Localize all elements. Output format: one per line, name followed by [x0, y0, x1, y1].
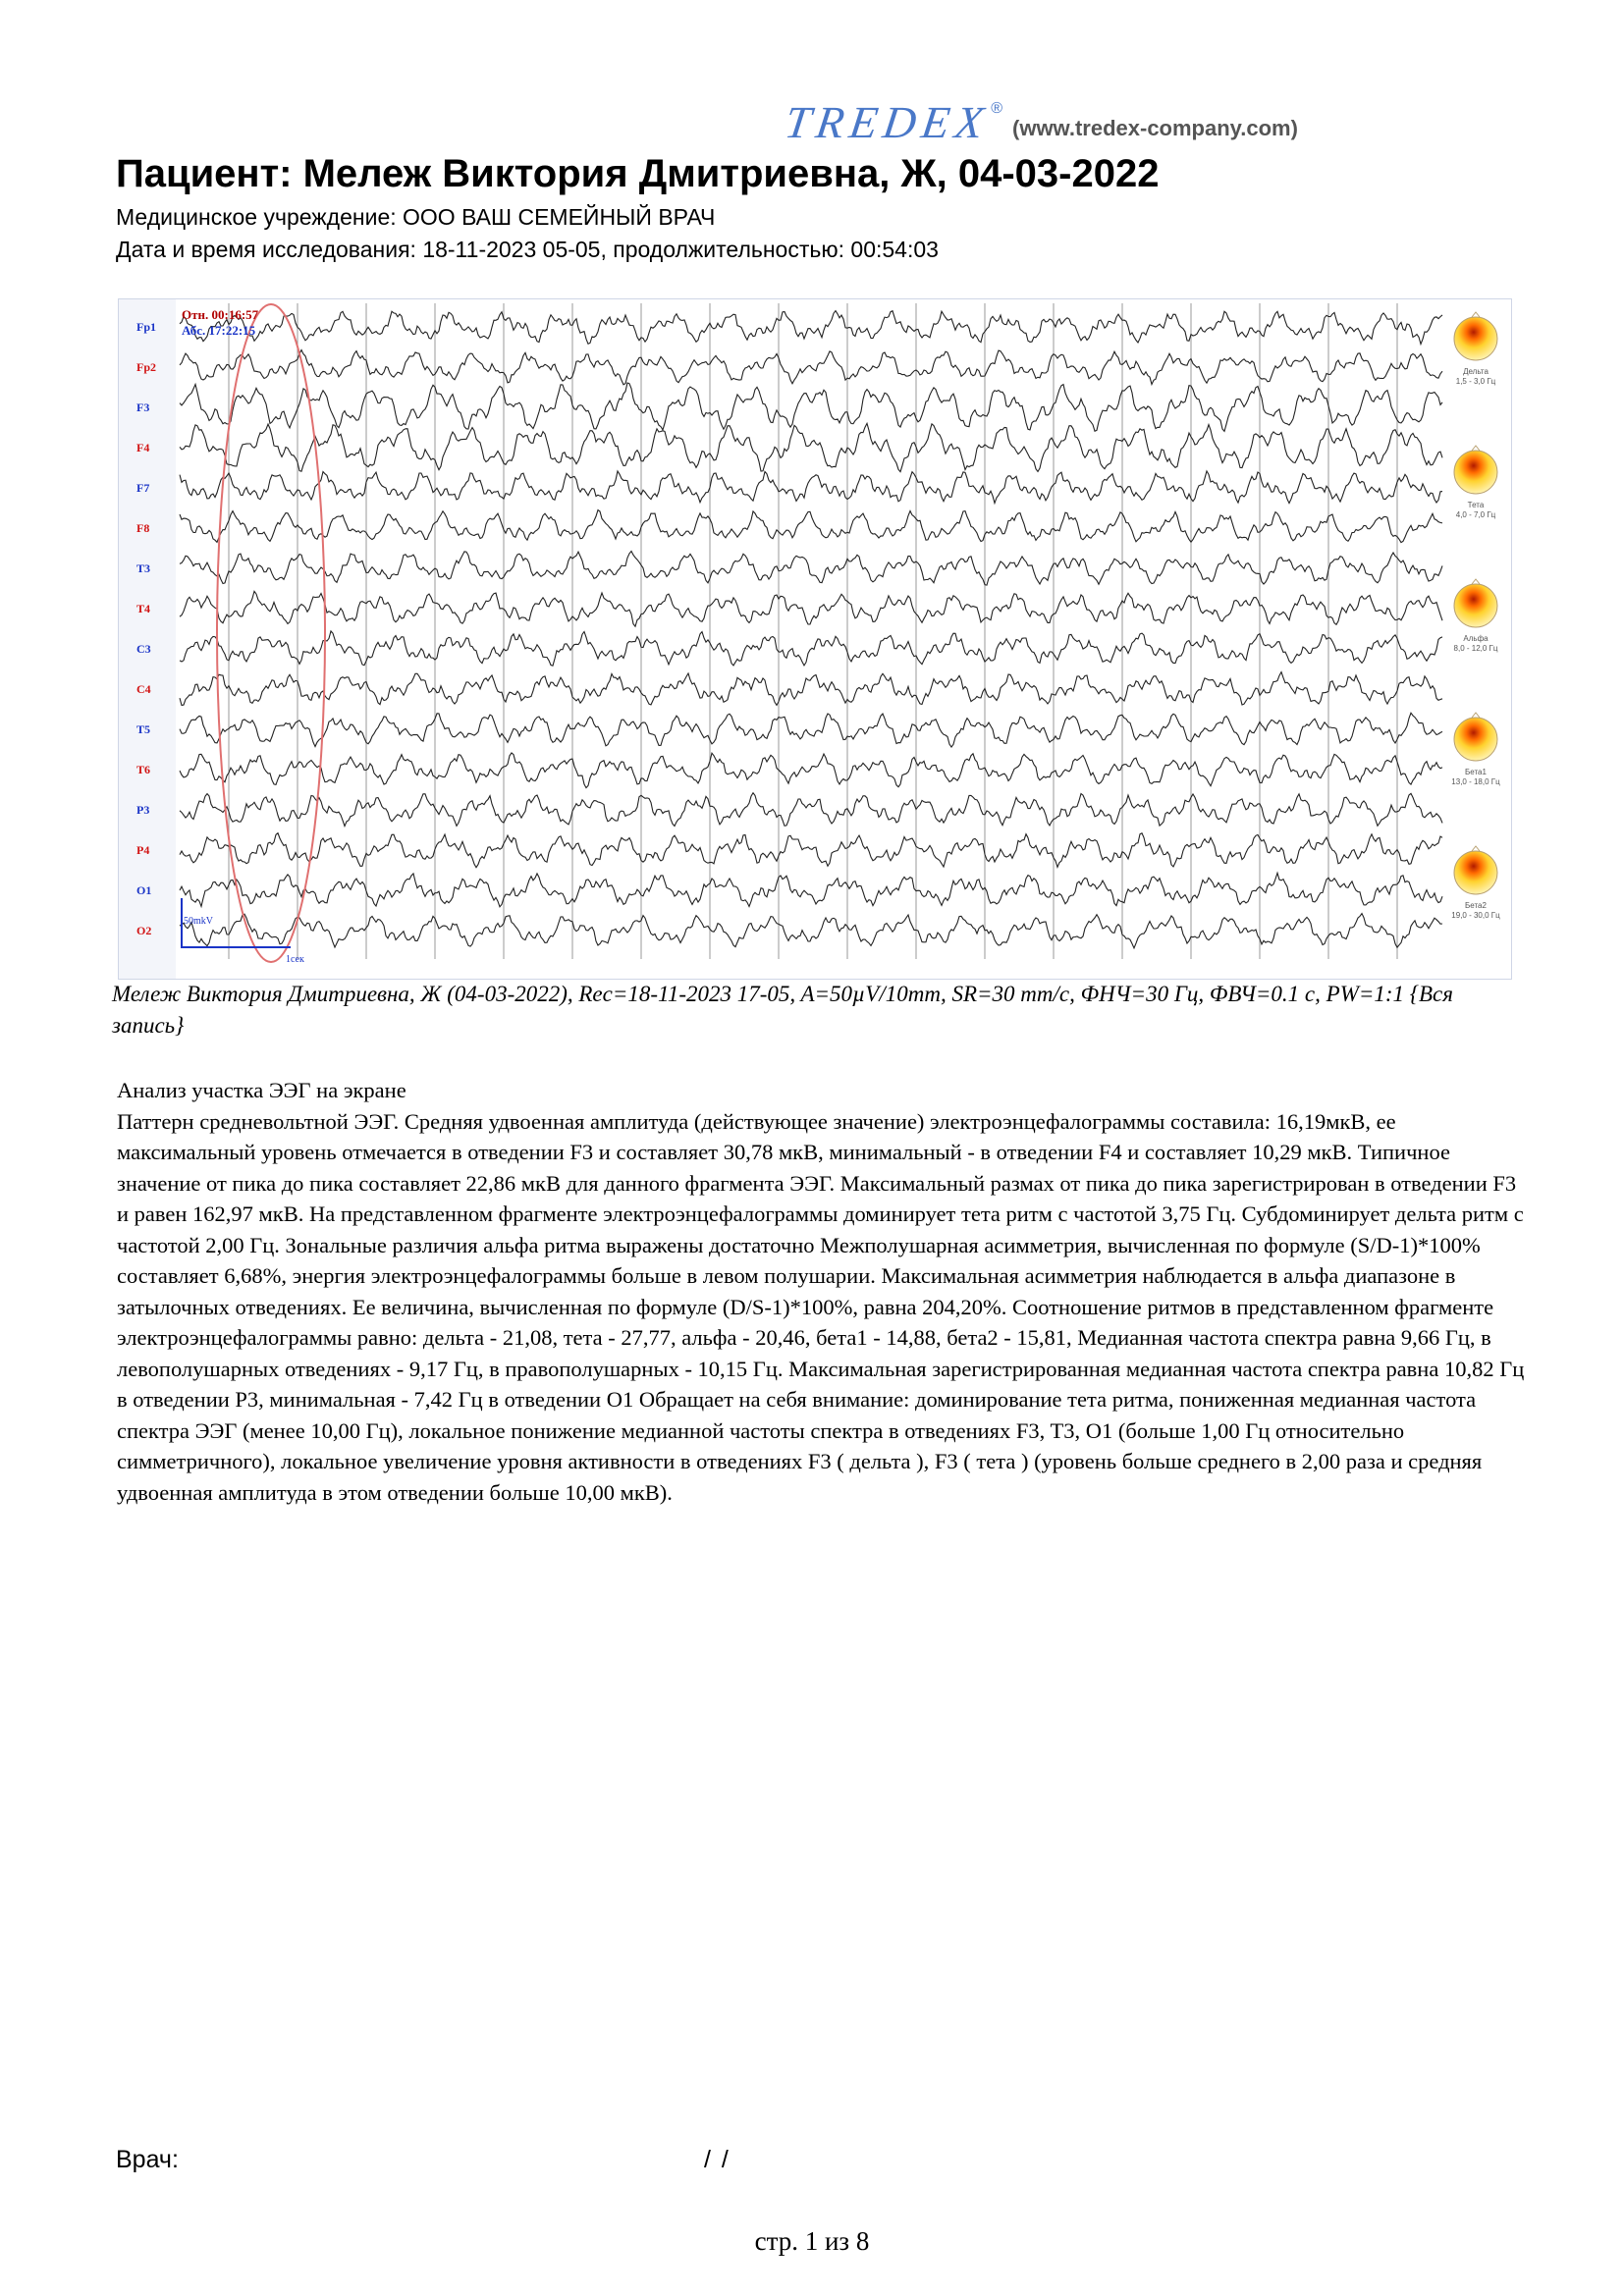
- recording-caption: Мележ Виктория Дмитриевна, Ж (04-03-2022), Rec=18-11-2023 17-05, A=50µV/10mm, SR=30 mm/c, ФНЧ=30 Гц, ФВЧ=0.1 c, PW=1:1 {Вся запись}: [112, 982, 1453, 1038]
- eeg-trace: [180, 591, 1442, 626]
- brain-map-range: 1,5 - 3,0 Гц: [1455, 377, 1496, 386]
- eeg-panel: [118, 298, 1512, 980]
- brain-map-range: 8,0 - 12,0 Гц: [1453, 644, 1498, 653]
- brain-map-name: Тета: [1467, 501, 1485, 509]
- patient-title: Пациент: Мележ Виктория Дмитриевна, Ж, 04-03-2022: [116, 152, 1160, 195]
- brain-map-name: Бета2: [1465, 901, 1487, 910]
- page-number: стр. 1 из 8: [754, 2226, 870, 2256]
- brain-map-name: Дельта: [1463, 367, 1489, 376]
- logo-url: (www.tredex-company.com): [1012, 115, 1298, 140]
- brain-map-name: Альфа: [1463, 634, 1489, 643]
- eeg-trace: [180, 833, 1442, 868]
- eeg-trace: [180, 753, 1442, 788]
- channel-label: P3: [136, 803, 150, 817]
- brain-map-head: [1454, 584, 1497, 627]
- channel-label: O2: [136, 924, 152, 937]
- scale-time: 1сек: [286, 954, 304, 965]
- analysis-text: Паттерн средневольтной ЭЭГ. Средняя удвоенная амплитуда (действующее значение) электроэнцефалограммы составила: 16,19мкВ, ее максимальный уровень отмечается в отведении F3 и составляет 30,78 мкВ, минимальный - в отведении F4 и составляет 10,29 мкВ. Типичное значение от пика до пика составляет 22,86 мкВ для данного фрагмента ЭЭГ. Максимальный размах от пика до пика зарегистрирован в отведении F3 и равен 162,97 мкВ. На представленном фрагменте электроэнцефалограммы доминирует тета ритм с частотой 3,75 Гц. Субдоминирует дельта ритм с частотой 2,00 Гц. Зональные различия альфа ритма выражены достаточно Межполушарная асимметрия, вычисленная по формуле (S/D-1)*100% составляет 6,68%, энергия электроэнцефалограммы больше в левом полушарии. Максимальная асимметрия наблюдается в альфа диапазоне в затылочных отведениях. Ее величина, вычисленная по формуле (D/S-1)*100%, равна 204,20%. Соотношение ритмов в представленном фрагменте электроэнцефалограммы равно: дельта - 21,08, тета - 27,77, альфа - 20,46, бета1 - 14,88, бета2 - 15,81, Медианная частота спектра равна 9,66 Гц, в левополушарных отведениях - 9,17 Гц, в правополушарных - 10,15 Гц. Максимальная зарегистрированная медианная частота спектра равна 10,82 Гц в отведении P3, минимальная - 7,42 Гц в отведении O1 Обращает на себя внимание: доминирование тета ритма, пониженная медианная частота спектра ЭЭГ (менее 10,00 Гц), локальное понижение медианной частоты спектра в отведениях F3, T3, O1 (больше 1,00 Гц относительно симметричного), локальное увеличение уровня активности в отведениях F3 ( дельта ), F3 ( тета ) (уровень больше среднего в 2,00 раза и средняя удвоенная амплитуда в этом отведении больше 10,00 мкВ).: [117, 1108, 1525, 1505]
- signature-date-slashes: / /: [704, 2146, 731, 2173]
- analysis-section: [117, 1075, 1531, 1508]
- brain-map-nose-icon: [1472, 579, 1480, 584]
- time-relative: Отн. 00:16:57: [182, 307, 259, 322]
- scale-amplitude: 50mkV: [184, 916, 213, 927]
- eeg-trace: [180, 552, 1442, 586]
- eeg-trace: [180, 350, 1442, 385]
- eeg-trace: [180, 631, 1442, 666]
- registered-mark-icon: ®: [991, 99, 1002, 117]
- channel-label: F3: [136, 400, 150, 414]
- eeg-trace: [180, 914, 1442, 948]
- eeg-trace: [180, 510, 1442, 543]
- channel-label: F7: [136, 481, 150, 495]
- channel-label: T3: [136, 561, 151, 575]
- analysis-heading: Анализ участка ЭЭГ на экране: [117, 1078, 406, 1102]
- channel-label: F4: [136, 441, 150, 454]
- doctor-signature-label: Врач:: [116, 2146, 179, 2173]
- eeg-trace: [180, 873, 1442, 907]
- eeg-trace: [180, 713, 1442, 747]
- time-absolute: Абс. 17:22:15: [182, 323, 256, 338]
- logo-wordmark: TREDEX: [782, 97, 993, 147]
- channel-label: Fp1: [136, 320, 157, 334]
- channel-label: P4: [136, 843, 150, 857]
- eeg-trace: [180, 793, 1442, 827]
- exam-datetime-line: Дата и время исследования: 18-11-2023 05-05, продолжительностью: 00:54:03: [116, 237, 939, 262]
- eeg-trace: [180, 383, 1442, 431]
- brain-map-nose-icon: [1472, 713, 1480, 718]
- eeg-trace: [180, 423, 1442, 471]
- tredex-logo: [782, 96, 1298, 148]
- channel-label: C4: [136, 682, 151, 696]
- eeg-trace: [180, 672, 1442, 706]
- channel-label: O1: [136, 883, 152, 897]
- channel-label: C3: [136, 642, 151, 656]
- channel-label: T5: [136, 722, 151, 736]
- brain-map-head: [1454, 451, 1497, 494]
- eeg-traces-chart: [119, 299, 1511, 979]
- brain-map-range: 13,0 - 18,0 Гц: [1451, 777, 1500, 786]
- eeg-trace: [180, 311, 1442, 345]
- channel-label: Fp2: [136, 360, 157, 374]
- brain-map-head: [1454, 317, 1497, 360]
- channel-label: F8: [136, 521, 150, 535]
- brain-map-range: 19,0 - 30,0 Гц: [1451, 911, 1500, 920]
- channel-label: T4: [136, 602, 151, 615]
- brain-map-range: 4,0 - 7,0 Гц: [1455, 510, 1496, 519]
- brain-map-nose-icon: [1472, 446, 1480, 451]
- brain-map-name: Бета1: [1465, 768, 1487, 776]
- selection-ellipse: [217, 304, 325, 962]
- eeg-trace: [180, 471, 1442, 504]
- brain-map-nose-icon: [1472, 312, 1480, 317]
- brain-map-head: [1454, 718, 1497, 761]
- channel-label: T6: [136, 763, 151, 776]
- brain-map-nose-icon: [1472, 846, 1480, 851]
- brain-map-head: [1454, 851, 1497, 894]
- institution-line: Медицинское учреждение: ООО ВАШ СЕМЕЙНЫЙ ВРАЧ: [116, 204, 716, 230]
